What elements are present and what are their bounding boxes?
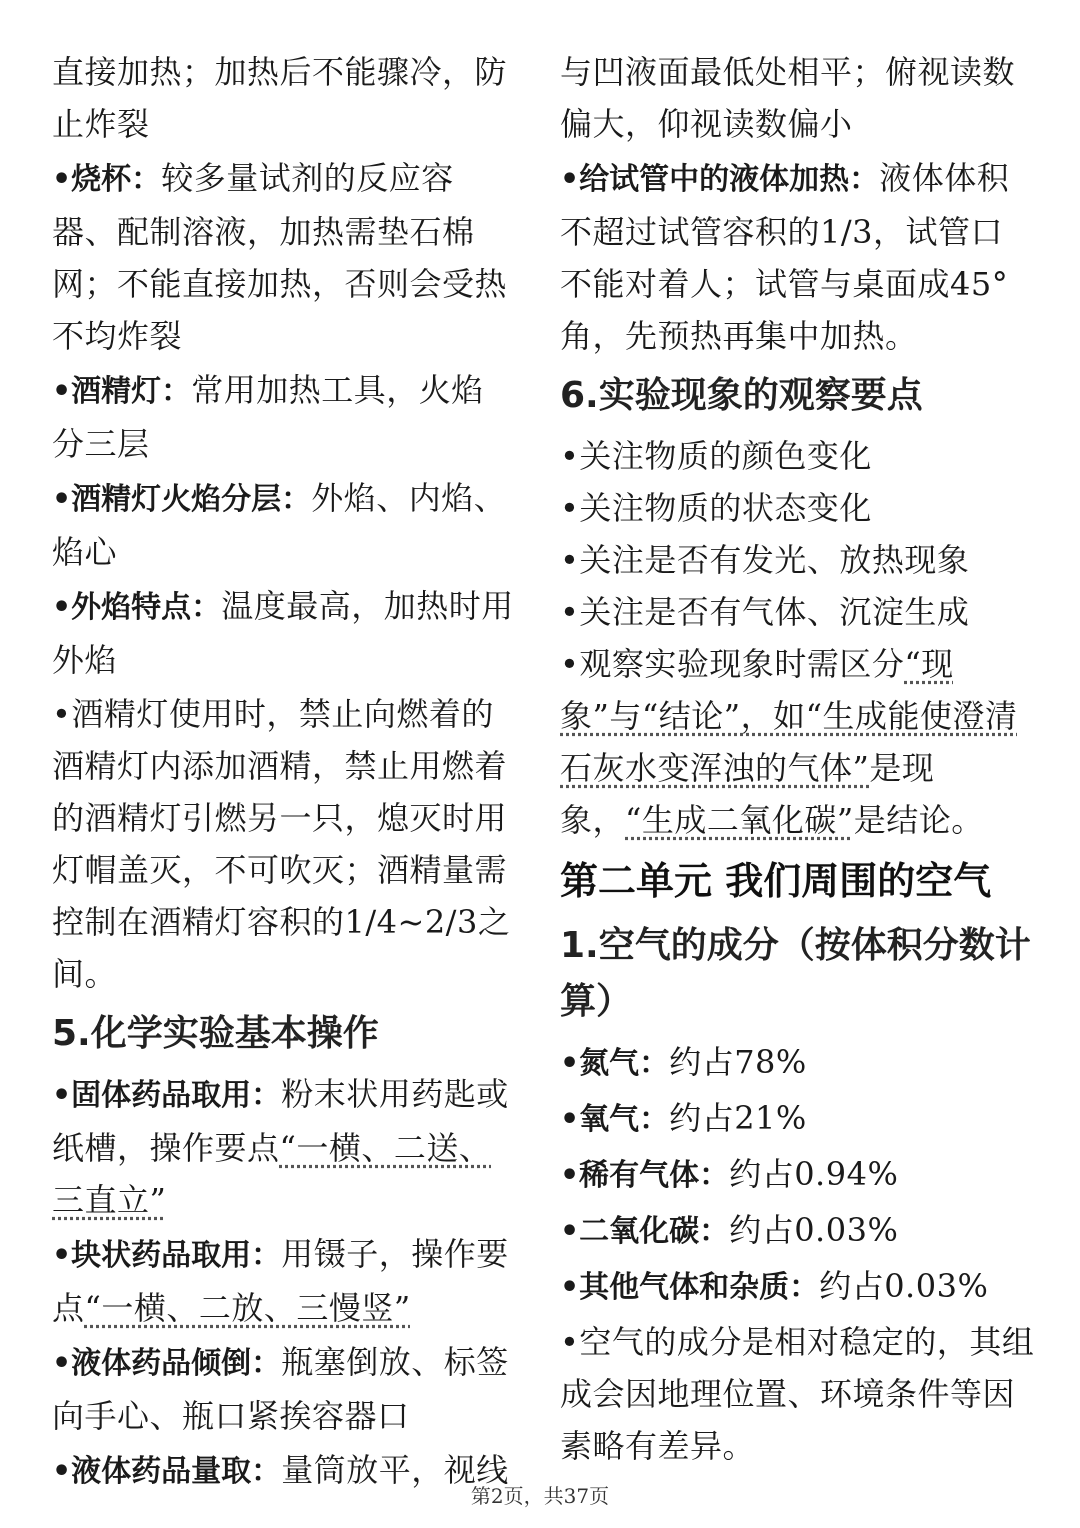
- value-other: 约占0.03%: [819, 1267, 989, 1305]
- air-component-nitrogen: [560, 1036, 1035, 1090]
- term-outer-flame: •外焰特点：: [52, 590, 222, 625]
- term-solid-reagent: •固体药品取用：: [52, 1078, 282, 1113]
- observation-item: •关注物质的颜色变化: [560, 437, 872, 475]
- term-liquid-measure: •液体药品量取：: [52, 1454, 282, 1489]
- obs5-lead: •观察实验现象时需区分: [560, 645, 905, 683]
- section-heading-6: 6.实验现象的观察要点: [560, 375, 923, 416]
- paragraph-test-tube-heating-end: 直接加热；加热后不能骤冷，防止炸裂: [52, 53, 508, 143]
- term-liquid-heating: •给试管中的液体加热：: [560, 162, 880, 197]
- air-component-noble-gas: [560, 1148, 1035, 1202]
- term-noble-gas: •稀有气体：: [560, 1158, 730, 1193]
- value-co2: 约占0.03%: [729, 1211, 899, 1249]
- air-component-oxygen: [560, 1092, 1035, 1146]
- desc-block-reagent: 用镊子，操作要点: [52, 1235, 509, 1327]
- desc-liquid-heating: 液体体积不超过试管容积的1/3，试管口不能对着人；试管与桌面成45°角，先预热再集中加热。: [560, 159, 1010, 355]
- desc-liquid-measure: 量筒放平，视线: [281, 1451, 509, 1489]
- desc-flame-layers: 外焰、内焰、焰心: [52, 479, 507, 571]
- air-component-other: [560, 1260, 1035, 1314]
- paragraph-measure-continued: 与凹液面最低处相平；俯视读数偏大，仰视读数偏小: [560, 53, 1016, 143]
- section-heading-5: 5.化学实验基本操作: [52, 1013, 379, 1054]
- quote-solid-reagent: “一横、二送、三直立”: [52, 1129, 492, 1219]
- unit-heading: 第二单元 我们周围的空气: [560, 859, 992, 903]
- obs5-quote-phenomenon: “现象”与“结论”，如“生成能使澄清石灰水变浑浊的气体”: [560, 645, 1018, 787]
- item-block-reagent: [52, 1228, 514, 1334]
- right-column: [560, 46, 1035, 1474]
- term-flame-layers: •酒精灯火焰分层：: [52, 482, 312, 517]
- desc-solid-reagent: 粉末状用药匙或纸槽，操作要点: [52, 1075, 509, 1167]
- obs5-end: 是结论。: [853, 801, 984, 839]
- item-lamp-usage: •酒精灯使用时，禁止向燃着的酒精灯内添加酒精，禁止用燃着的酒精灯引燃另一只，熄灭时用灯帽盖灭，不可吹灭；酒精量需控制在酒精灯容积的1/4~2/3之间。: [52, 695, 511, 993]
- observation-item-distinguish: [560, 638, 1035, 846]
- page-footer: 第2页，共37页: [470, 1484, 610, 1508]
- item-liquid-heating: [560, 152, 1035, 362]
- term-beaker: •烧杯：: [52, 162, 162, 197]
- observation-item: •关注是否有气体、沉淀生成: [560, 593, 970, 631]
- item-outer-flame: [52, 580, 514, 686]
- obs5-mid: 是现象，: [560, 749, 935, 839]
- value-noble-gas: 约占0.94%: [729, 1155, 899, 1193]
- air-component-co2: [560, 1204, 1035, 1258]
- item-flame-layers: [52, 472, 514, 578]
- desc-beaker: 较多量试剂的反应容器、配制溶液，加热需垫石棉网；不能直接加热，否则会受热不均炸裂: [52, 159, 508, 355]
- air-stability-note: •空气的成分是相对稳定的，其组成会因地理位置、环境条件等因素略有差异。: [560, 1323, 1035, 1465]
- item-alcohol-lamp: [52, 364, 514, 470]
- desc-alcohol-lamp: 常用加热工具，火焰分三层: [52, 371, 484, 463]
- quote-block-reagent: “一横、二放、三慢竖”: [84, 1289, 411, 1327]
- observation-item: •关注物质的状态变化: [560, 489, 872, 527]
- term-alcohol-lamp: •酒精灯：: [52, 374, 192, 409]
- term-oxygen: •氧气：: [560, 1102, 670, 1137]
- term-nitrogen: •氮气：: [560, 1046, 670, 1081]
- obs5-quote-conclusion: “生成二氧化碳”: [625, 801, 854, 839]
- value-oxygen: 约占21%: [669, 1099, 807, 1137]
- subsection-heading-1: 1.空气的成分（按体积分数计算）: [560, 925, 1031, 1022]
- item-liquid-pour: [52, 1336, 514, 1442]
- left-column: [52, 46, 514, 1500]
- item-solid-reagent: [52, 1068, 514, 1226]
- term-co2: •二氧化碳：: [560, 1214, 730, 1249]
- item-beaker: [52, 152, 514, 362]
- value-nitrogen: 约占78%: [669, 1043, 807, 1081]
- term-liquid-pour: •液体药品倾倒：: [52, 1346, 282, 1381]
- term-other: •其他气体和杂质：: [560, 1270, 820, 1305]
- observation-item: •关注是否有发光、放热现象: [560, 541, 970, 579]
- desc-liquid-pour: 瓶塞倒放、标签向手心、瓶口紧挨容器口: [52, 1343, 509, 1435]
- desc-outer-flame: 温度最高，加热时用外焰: [52, 587, 514, 679]
- term-block-reagent: •块状药品取用：: [52, 1238, 282, 1273]
